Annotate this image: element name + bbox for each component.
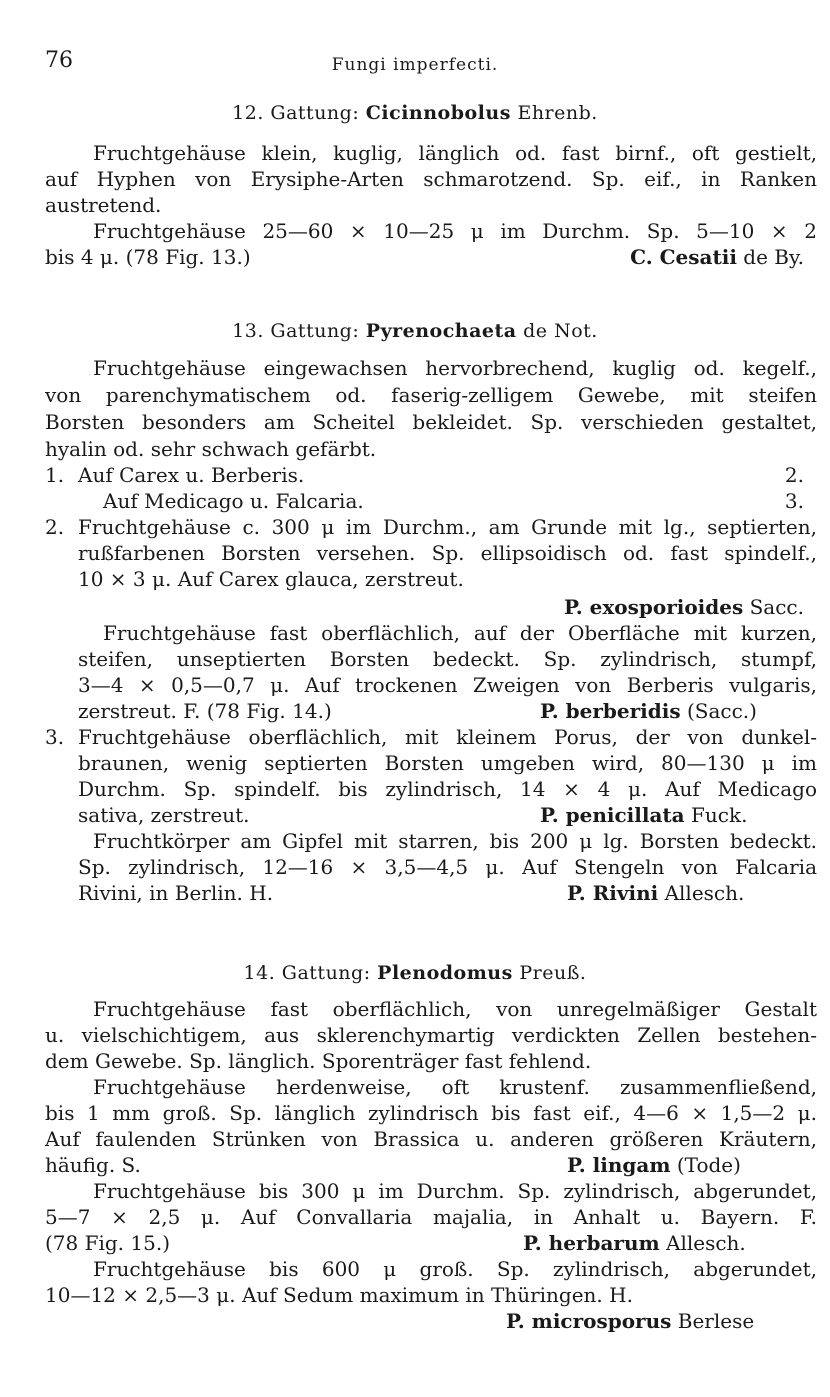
text-line: Fruchtkörper am Gipfel mit starren, bis 200 μ lg. Borsten bedeckt. <box>93 829 817 853</box>
text-line: 10 × 3 μ. Auf Carex glauca, zerstreut. <box>78 567 464 591</box>
text-line: bis 1 mm groß. Sp. länglich zylindrisch bis fast eif., 4—6 × 1,5—2 μ. <box>45 1101 817 1125</box>
text-line: Fruchtgehäuse bis 600 μ groß. Sp. zylindrisch, abgerundet, <box>93 1257 817 1281</box>
text-line: von parenchymatischem od. faserig-zelligem Gewebe, mit steifen <box>45 383 817 407</box>
text-line: 10—12 × 2,5—3 μ. Auf Sedum maximum in Thüringen. H. <box>45 1283 633 1307</box>
text-line: 3—4 × 0,5—0,7 μ. Auf trockenen Zweigen von Berberis vulgaris, <box>78 673 817 697</box>
species-line: häufig. S. P. lingam (Tode) <box>45 1153 741 1177</box>
text-line: Durchm. Sp. spindelf. bis zylindrisch, 14 × 4 μ. Auf Medicago <box>78 777 817 801</box>
text-line: Sp. zylindrisch, 12—16 × 3,5—4,5 μ. Auf Stengeln von Falcaria <box>78 855 817 879</box>
text-line: Fruchtgehäuse c. 300 μ im Durchm., am Grunde mit lg., septierten, <box>78 515 817 539</box>
page-number: 76 <box>45 48 73 73</box>
genus-heading-13: 13. Gattung: Pyrenochaeta de Not. <box>232 320 598 342</box>
text-line: austretend. <box>45 193 162 217</box>
genus-heading-14: 14. Gattung: Plenodomus Preuß. <box>243 962 587 984</box>
text-line: Fruchtgehäuse fast oberflächlich, auf der Oberfläche mit kurzen, <box>103 621 817 645</box>
text-line: u. vielschichtigem, aus sklerenchymartig verdickten Zellen bestehen- <box>45 1023 817 1047</box>
running-title: Fungi imperfecti. <box>331 55 499 75</box>
species-line: (78 Fig. 15.) P. herbarum Allesch. <box>45 1231 746 1255</box>
text-line: Fruchtgehäuse fast oberflächlich, von unregelmäßiger Gestalt <box>93 997 817 1021</box>
text-line: rußfarbenen Borsten versehen. Sp. ellipsoidisch od. fast spindelf., <box>78 541 817 565</box>
species-line: bis 4 μ. (78 Fig. 13.) C. Cesatii de By. <box>45 245 804 269</box>
genus-heading-12: 12. Gattung: Cicinnobolus Ehrenb. <box>232 102 598 124</box>
text-line: Fruchtgehäuse 25—60 × 10—25 μ im Durchm. Sp. 5—10 × 2 <box>93 219 817 243</box>
text-line: Fruchtgehäuse klein, kuglig, länglich od. fast birnf., oft gestielt, <box>93 141 817 165</box>
text-line: Auf faulenden Strünken von Brassica u. anderen größeren Kräutern, <box>45 1127 817 1151</box>
key-number: 3. <box>45 725 65 749</box>
key-number: 2. <box>45 515 65 539</box>
species-line: sativa, zerstreut. P. penicillata Fuck. <box>78 803 748 827</box>
text-line: hyalin od. sehr schwach gefärbt. <box>45 437 377 461</box>
text-line: Fruchtgehäuse oberflächlich, mit kleinem Porus, der von dunkel- <box>78 725 817 749</box>
text-line: Fruchtgehäuse bis 300 μ im Durchm. Sp. zylindrisch, abgerundet, <box>93 1179 817 1203</box>
text-line: Fruchtgehäuse eingewachsen hervorbrechend, kuglig od. kegelf., <box>93 356 817 380</box>
species-line: zerstreut. F. (78 Fig. 14.) P. berberidis (Sacc.) <box>78 699 757 723</box>
text-line: dem Gewebe. Sp. länglich. Sporenträger fast fehlend. <box>45 1049 592 1073</box>
species-line: Rivini, in Berlin. H. P. Rivini Allesch. <box>78 881 745 905</box>
text-line: auf Hyphen von Erysiphe-Arten schmarotzend. Sp. eif., in Ranken <box>45 167 817 191</box>
key-item-1: 1. Auf Carex u. Berberis. 2. <box>45 463 804 487</box>
text-line: 5—7 × 2,5 μ. Auf Convallaria majalia, in Anhalt u. Bayern. F. <box>45 1205 817 1229</box>
text-line: Fruchtgehäuse herdenweise, oft krustenf. zusammenfließend, <box>93 1075 817 1099</box>
text-line: braunen, wenig septierten Borsten umgeben wird, 80—130 μ im <box>78 751 817 775</box>
text-line: steifen, unseptierten Borsten bedeckt. Sp. zylindrisch, stumpf, <box>78 647 817 671</box>
text-line: Borsten besonders am Scheitel bekleidet. Sp. verschieden gestaltet, <box>45 410 817 434</box>
